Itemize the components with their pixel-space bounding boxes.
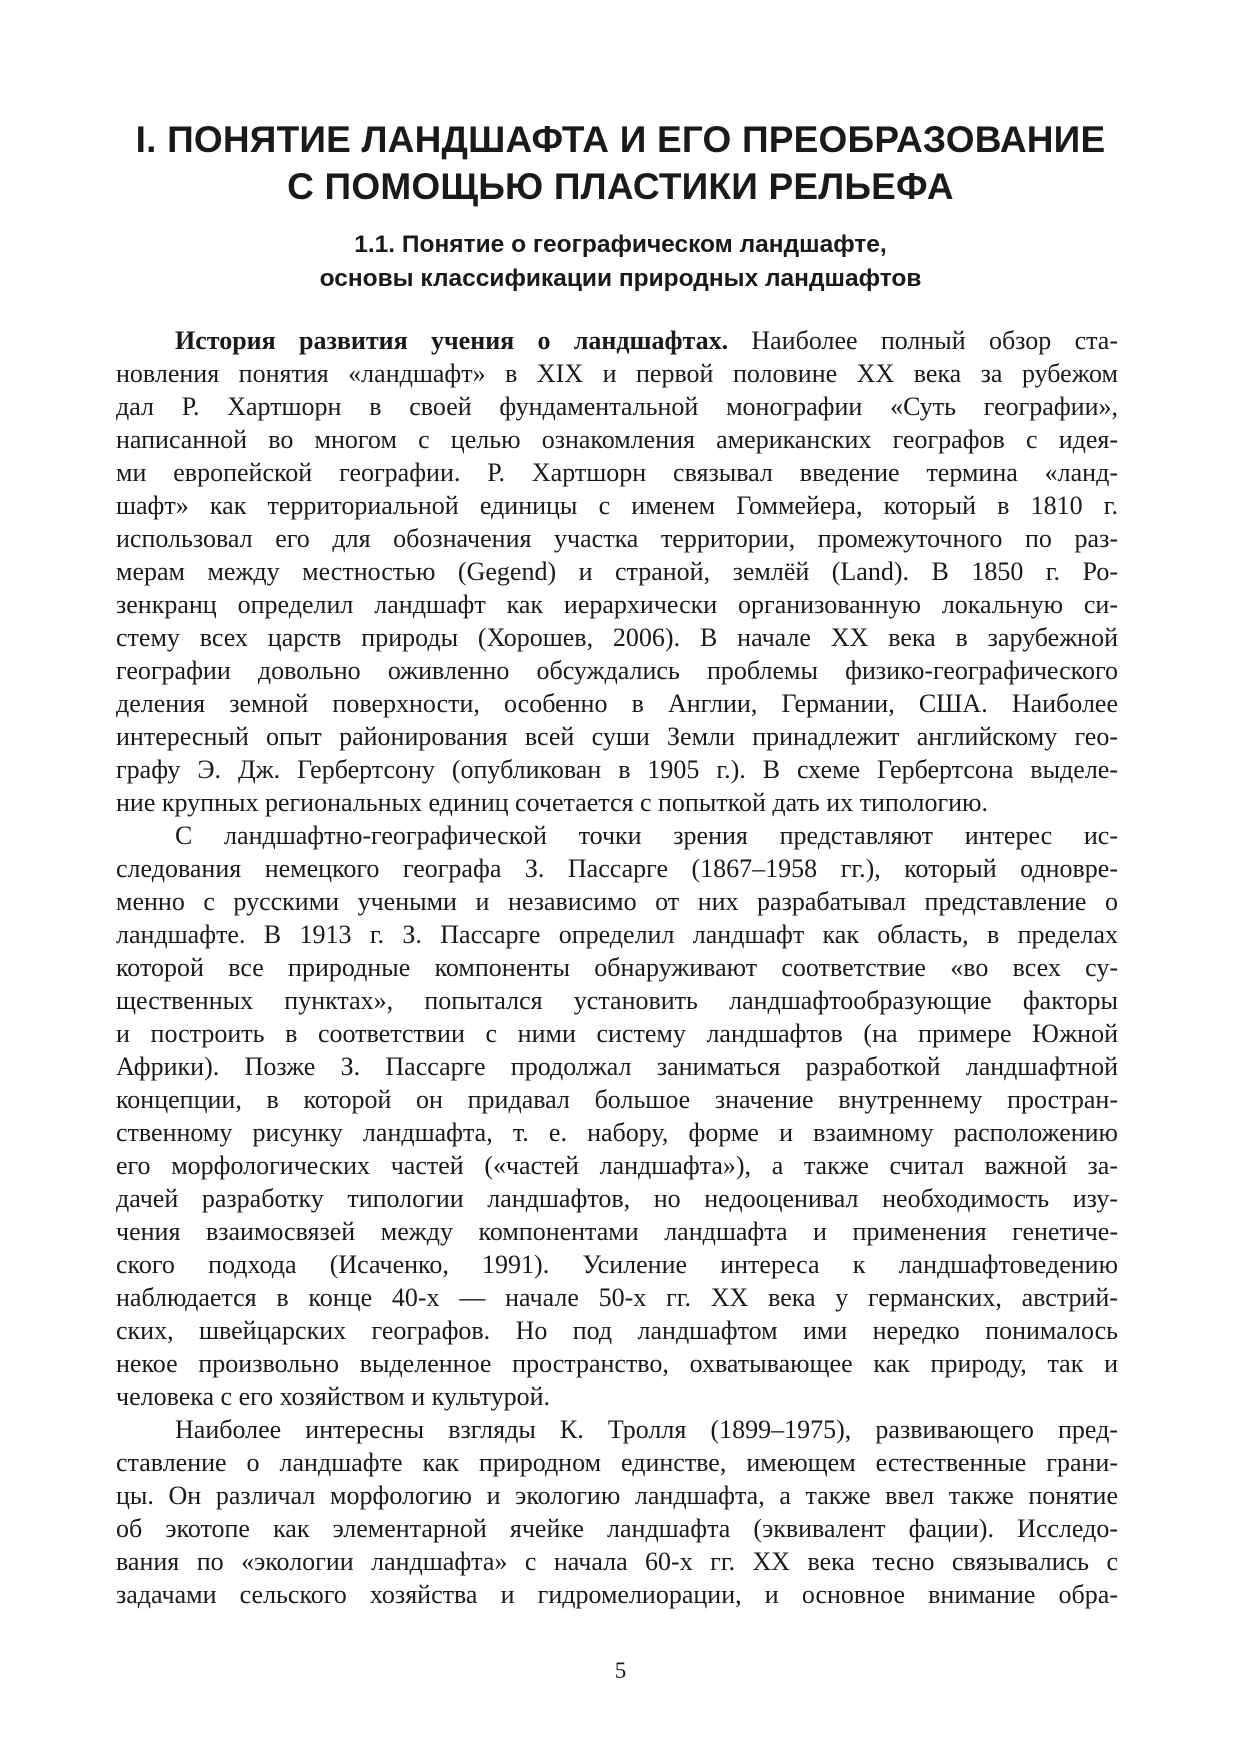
paragraph-line: деления земной поверхности, особенно в Англии, Германии, США. Наиболее <box>116 689 1118 718</box>
paragraph-2 <box>116 819 1118 1413</box>
chapter-title-line-1: I. ПОНЯТИЕ ЛАНДШАФТА И ЕГО ПРЕОБРАЗОВАНИЕ <box>135 119 1106 160</box>
section-title <box>110 228 1131 296</box>
paragraph-line: использовал его для обозначения участка территории, промежуточного по раз- <box>116 524 1118 553</box>
paragraph-lead-heading: История развития учения о ландшафтах. <box>175 326 729 355</box>
paragraph-line: и построить в соответствии с ними систему ландшафтов (на примере Южной <box>116 1019 1118 1048</box>
paragraph-line: дачей разработку типологии ландшафтов, но недооценивал необходимость изу- <box>116 1184 1118 1213</box>
paragraph-line: шафт» как территориальной единицы с именем Гоммейера, который в 1810 г. <box>116 491 1118 520</box>
paragraph-3 <box>116 1413 1118 1611</box>
paragraph-line: цы. Он различал морфологию и экологию ландшафта, а также ввел также понятие <box>116 1481 1118 1510</box>
paragraph-line: дал Р. Хартшорн в своей фундаментальной монографии «Суть географии», <box>116 392 1118 421</box>
paragraph-line: зенкранц определил ландшафт как иерархически организованную локальную си- <box>116 590 1118 619</box>
paragraph-line: ского подхода (Исаченко, 1991). Усиление интереса к ландшафтоведению <box>116 1250 1118 1279</box>
paragraph-line: об экотопе как элементарной ячейке ландшафта (эквивалент фации). Исследо- <box>116 1514 1118 1543</box>
paragraph-line: ских, швейцарских географов. Но под ландшафтом ими нередко понималось <box>116 1316 1118 1345</box>
paragraph-line: стему всех царств природы (Хорошев, 2006). В начале XX века в зарубежной <box>116 623 1118 652</box>
section-title-line-1: 1.1. Понятие о географическом ландшафте, <box>354 231 887 258</box>
paragraph-line: его морфологических частей («частей ландшафта»), а также считал важной за- <box>116 1151 1118 1180</box>
paragraph-line: графу Э. Дж. Гербертсону (опубликован в 1905 г.). В схеме Гербертсона выделе- <box>116 755 1118 784</box>
paragraph-line: менно с русскими учеными и независимо от них разрабатывал представление о <box>116 887 1118 916</box>
paragraph-line: географии довольно оживленно обсуждались проблемы физико-географического <box>116 656 1118 685</box>
paragraph-line: ми европейской географии. Р. Хартшорн связывал введение термина «ланд- <box>116 458 1118 487</box>
paragraph-line: ставление о ландшафте как природном единстве, имеющем естественные грани- <box>116 1448 1118 1477</box>
body-text <box>116 324 1118 1611</box>
paragraph-line: задачами сельского хозяйства и гидромелиорации, и основное внимание обра- <box>116 1580 1118 1609</box>
paragraph-line: написанной во многом с целью ознакомления американских географов с идея- <box>116 425 1118 454</box>
paragraph-line: Африки). Позже З. Пассарге продолжал заниматься разработкой ландшафтной <box>116 1052 1118 1081</box>
paragraph-line: вания по «экологии ландшафта» с начала 60-х гг. XX века тесно связывались с <box>116 1547 1118 1576</box>
paragraph-line: следования немецкого географа З. Пассарге (1867–1958 гг.), который одновре- <box>116 854 1118 883</box>
paragraph-line: щественных пунктах», попытался установить ландшафтообразующие факторы <box>116 986 1118 1015</box>
paragraph-line: С ландшафтно-географической точки зрения представляют интерес ис- <box>175 821 1118 850</box>
paragraph-1 <box>116 324 1118 819</box>
paragraph-line: наблюдается в конце 40-х — начале 50-х гг. XX века у германских, австрий- <box>116 1283 1118 1312</box>
paragraph-line <box>116 324 1118 357</box>
chapter-title <box>110 116 1131 210</box>
page-number: 5 <box>614 1658 627 1683</box>
paragraph-line: ственному рисунку ландшафта, т. е. набору, форме и взаимному расположению <box>116 1118 1118 1147</box>
chapter-title-line-2: С ПОМОЩЬЮ ПЛАСТИКИ РЕЛЬЕФА <box>287 166 954 207</box>
paragraph-line: чения взаимосвязей между компонентами ландшафта и применения генетиче- <box>116 1217 1118 1246</box>
paragraph-line-text: Наиболее полный обзор ста- <box>728 326 1118 355</box>
paragraph-line: некое произвольно выделенное пространство, охватывающее как природу, так и <box>116 1349 1118 1378</box>
paragraph-line: ние крупных региональных единиц сочетается с попыткой дать их типологию. <box>116 788 988 817</box>
paragraph-line: интересный опыт районирования всей суши Земли принадлежит английскому гео- <box>116 722 1118 751</box>
paragraph-line: Наиболее интересны взгляды К. Тролля (1899–1975), развивающего пред- <box>175 1415 1118 1444</box>
paragraph-line: новления понятия «ландшафт» в XIX и первой половине XX века за рубежом <box>116 359 1118 388</box>
paragraph-line: концепции, в которой он придавал большое значение внутреннему простран- <box>116 1085 1118 1114</box>
paragraph-line: мерам между местностью (Gegend) и страной, землёй (Land). В 1850 г. Ро- <box>116 557 1118 586</box>
paragraph-line: ландшафте. В 1913 г. З. Пассарге определил ландшафт как область, в пределах <box>116 920 1118 949</box>
paragraph-line: которой все природные компоненты обнаруживают соответствие «во всех су- <box>116 953 1118 982</box>
paragraph-line: человека с его хозяйством и культурой. <box>116 1382 551 1411</box>
section-title-line-2: основы классификации природных ландшафтов <box>319 265 922 292</box>
